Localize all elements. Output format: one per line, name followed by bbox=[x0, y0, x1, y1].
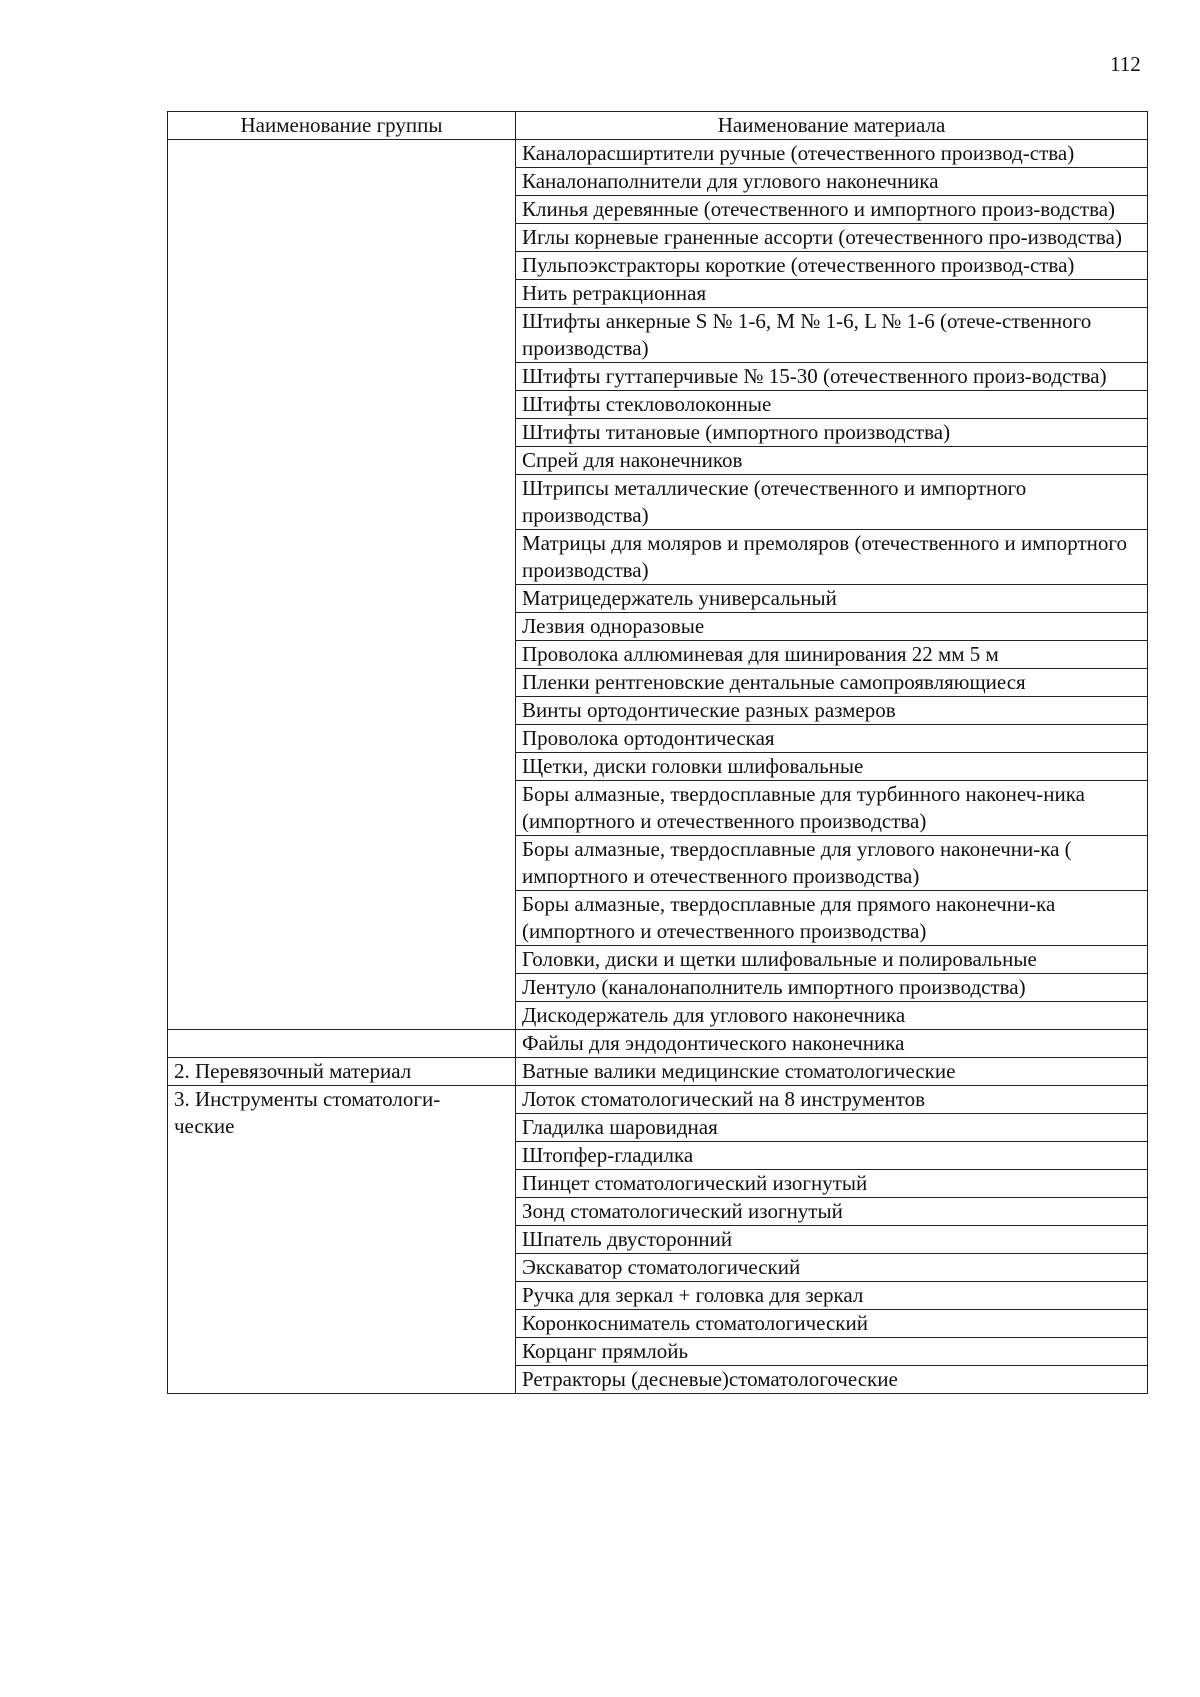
group-cell bbox=[168, 1170, 516, 1198]
table-row bbox=[168, 781, 1148, 836]
material-cell: Лезвия одноразовые bbox=[516, 613, 1148, 641]
table-row bbox=[168, 363, 1148, 391]
table-row bbox=[168, 585, 1148, 613]
material-cell: Винты ортодонтические разных размеров bbox=[516, 697, 1148, 725]
group-cell bbox=[168, 363, 516, 391]
group-cell bbox=[168, 1338, 516, 1366]
material-cell: Ретракторы (десневые)стоматологоческие bbox=[516, 1366, 1148, 1394]
table-row bbox=[168, 1366, 1148, 1394]
table-row bbox=[168, 168, 1148, 196]
material-cell: Нить ретракционная bbox=[516, 280, 1148, 308]
table-row bbox=[168, 891, 1148, 946]
material-cell: Штопфер-гладилка bbox=[516, 1142, 1148, 1170]
group-cell bbox=[168, 1254, 516, 1282]
group-cell bbox=[168, 641, 516, 669]
group-cell bbox=[168, 781, 516, 836]
table-row bbox=[168, 1198, 1148, 1226]
group-cell bbox=[168, 836, 516, 891]
table-row bbox=[168, 196, 1148, 224]
group-cell bbox=[168, 891, 516, 946]
table-row bbox=[168, 475, 1148, 530]
material-cell: Боры алмазные, твердосплавные для углового наконечни-ка ( импортного и отечественного производства) bbox=[516, 836, 1148, 891]
page-number: 112 bbox=[1110, 52, 1141, 76]
table-row bbox=[168, 224, 1148, 252]
table-row bbox=[168, 946, 1148, 974]
table-row bbox=[168, 725, 1148, 753]
group-label: 2. Перевязочный материал bbox=[174, 1059, 412, 1083]
material-cell: Штифты гуттаперчивые № 15-30 (отечественного произ-водства) bbox=[516, 363, 1148, 391]
material-cell: Головки, диски и щетки шлифовальные и полировальные bbox=[516, 946, 1148, 974]
group-cell bbox=[168, 168, 516, 196]
group-cell bbox=[168, 725, 516, 753]
group-cell bbox=[168, 308, 516, 363]
material-cell: Каналонаполнители для углового наконечника bbox=[516, 168, 1148, 196]
material-cell: Зонд стоматологический изогнутый bbox=[516, 1198, 1148, 1226]
material-cell: Корцанг прямлойь bbox=[516, 1338, 1148, 1366]
table-row bbox=[168, 1114, 1148, 1142]
group-cell bbox=[168, 475, 516, 530]
table-row bbox=[168, 641, 1148, 669]
material-cell: Боры алмазные, твердосплавные для турбинного наконеч-ника (импортного и отечественного производства) bbox=[516, 781, 1148, 836]
group-label: 3. Инструменты стоматологи- bbox=[174, 1087, 441, 1111]
material-cell: Лоток стоматологический на 8 инструментов bbox=[516, 1086, 1148, 1114]
table-row bbox=[168, 530, 1148, 585]
table-row bbox=[168, 1030, 1148, 1058]
table-row bbox=[168, 280, 1148, 308]
material-cell: Гладилка шаровидная bbox=[516, 1114, 1148, 1142]
group-cell bbox=[168, 391, 516, 419]
material-cell: Каналорасширтители ручные (отечественного производ-ства) bbox=[516, 140, 1148, 168]
group-cell bbox=[168, 1198, 516, 1226]
table-row bbox=[168, 391, 1148, 419]
material-cell: Щетки, диски головки шлифовальные bbox=[516, 753, 1148, 781]
material-cell: Лентуло (каналонаполнитель импортного производства) bbox=[516, 974, 1148, 1002]
group-cell bbox=[168, 530, 516, 585]
table-body bbox=[168, 140, 1148, 1394]
material-cell: Шпатель двусторонний bbox=[516, 1226, 1148, 1254]
table-row bbox=[168, 447, 1148, 475]
group-cell bbox=[168, 196, 516, 224]
group-cell bbox=[168, 140, 516, 168]
material-cell: Штифты анкерные S № 1-6, M № 1-6, L № 1-6 (отече-ственного производства) bbox=[516, 308, 1148, 363]
material-cell: Файлы для эндодонтического наконечника bbox=[516, 1030, 1148, 1058]
group-cell bbox=[168, 613, 516, 641]
materials-table bbox=[167, 111, 1148, 1394]
material-cell: Экскаватор стоматологический bbox=[516, 1254, 1148, 1282]
material-cell: Штифты стекловолоконные bbox=[516, 391, 1148, 419]
header-material: Наименование материала bbox=[516, 112, 1148, 140]
material-cell: Боры алмазные, твердосплавные для прямого наконечни-ка (импортного и отечественного производства) bbox=[516, 891, 1148, 946]
group-cell bbox=[168, 1310, 516, 1338]
group-cell bbox=[168, 1086, 516, 1138]
table-row bbox=[168, 1086, 1148, 1114]
group-cell bbox=[168, 585, 516, 613]
table-row bbox=[168, 419, 1148, 447]
table-row bbox=[168, 753, 1148, 781]
table-row bbox=[168, 1310, 1148, 1338]
group-cell bbox=[168, 252, 516, 280]
group-cell bbox=[168, 1142, 516, 1170]
material-cell: Матрицедержатель универсальный bbox=[516, 585, 1148, 613]
table-row bbox=[168, 252, 1148, 280]
group-cell bbox=[168, 697, 516, 725]
table-row bbox=[168, 1338, 1148, 1366]
table-row bbox=[168, 308, 1148, 363]
group-cell bbox=[168, 419, 516, 447]
group-cell bbox=[168, 1282, 516, 1310]
table-row bbox=[168, 1002, 1148, 1030]
group-cell bbox=[168, 1058, 516, 1086]
material-cell: Пленки рентгеновские дентальные самопроявляющиеся bbox=[516, 669, 1148, 697]
group-cell bbox=[168, 1030, 516, 1058]
group-cell bbox=[168, 447, 516, 475]
material-cell: Проволока аллюминевая для шинирования 22 мм 5 м bbox=[516, 641, 1148, 669]
table-row bbox=[168, 1226, 1148, 1254]
material-cell: Ватные валики медицинские стоматологические bbox=[516, 1058, 1148, 1086]
material-cell: Спрей для наконечников bbox=[516, 447, 1148, 475]
table-row bbox=[168, 1282, 1148, 1310]
material-cell: Матрицы для моляров и премоляров (отечественного и импортного производства) bbox=[516, 530, 1148, 585]
group-cell bbox=[168, 669, 516, 697]
table-row bbox=[168, 697, 1148, 725]
table-header-row bbox=[168, 112, 1148, 140]
material-cell: Ручка для зеркал + головка для зеркал bbox=[516, 1282, 1148, 1310]
table-row bbox=[168, 613, 1148, 641]
table-row bbox=[168, 1254, 1148, 1282]
table-row bbox=[168, 1170, 1148, 1198]
material-cell: Коронкосниматель стоматологический bbox=[516, 1310, 1148, 1338]
group-cell bbox=[168, 753, 516, 781]
table-row bbox=[168, 140, 1148, 168]
table-row bbox=[168, 974, 1148, 1002]
material-cell: Пинцет стоматологический изогнутый bbox=[516, 1170, 1148, 1198]
group-cell bbox=[168, 280, 516, 308]
material-cell: Штрипсы металлические (отечественного и импортного производства) bbox=[516, 475, 1148, 530]
group-label: ческие bbox=[174, 1114, 235, 1138]
material-cell: Иглы корневые граненные ассорти (отечественного про-изводства) bbox=[516, 224, 1148, 252]
table-row bbox=[168, 669, 1148, 697]
material-cell: Клинья деревянные (отечественного и импортного произ-водства) bbox=[516, 196, 1148, 224]
group-cell bbox=[168, 946, 516, 974]
material-cell: Проволока ортодонтическая bbox=[516, 725, 1148, 753]
material-cell: Штифты титановые (импортного производства) bbox=[516, 419, 1148, 447]
material-cell: Пульпоэкстракторы короткие (отечественного производ-ства) bbox=[516, 252, 1148, 280]
group-cell bbox=[168, 1002, 516, 1030]
group-cell bbox=[168, 1226, 516, 1254]
material-cell: Дискодержатель для углового наконечника bbox=[516, 1002, 1148, 1030]
group-cell bbox=[168, 974, 516, 1002]
group-cell bbox=[168, 1366, 516, 1394]
table-row bbox=[168, 1142, 1148, 1170]
table-row bbox=[168, 836, 1148, 891]
group-cell bbox=[168, 224, 516, 252]
header-group: Наименование группы bbox=[168, 112, 516, 140]
table-row bbox=[168, 1058, 1148, 1086]
